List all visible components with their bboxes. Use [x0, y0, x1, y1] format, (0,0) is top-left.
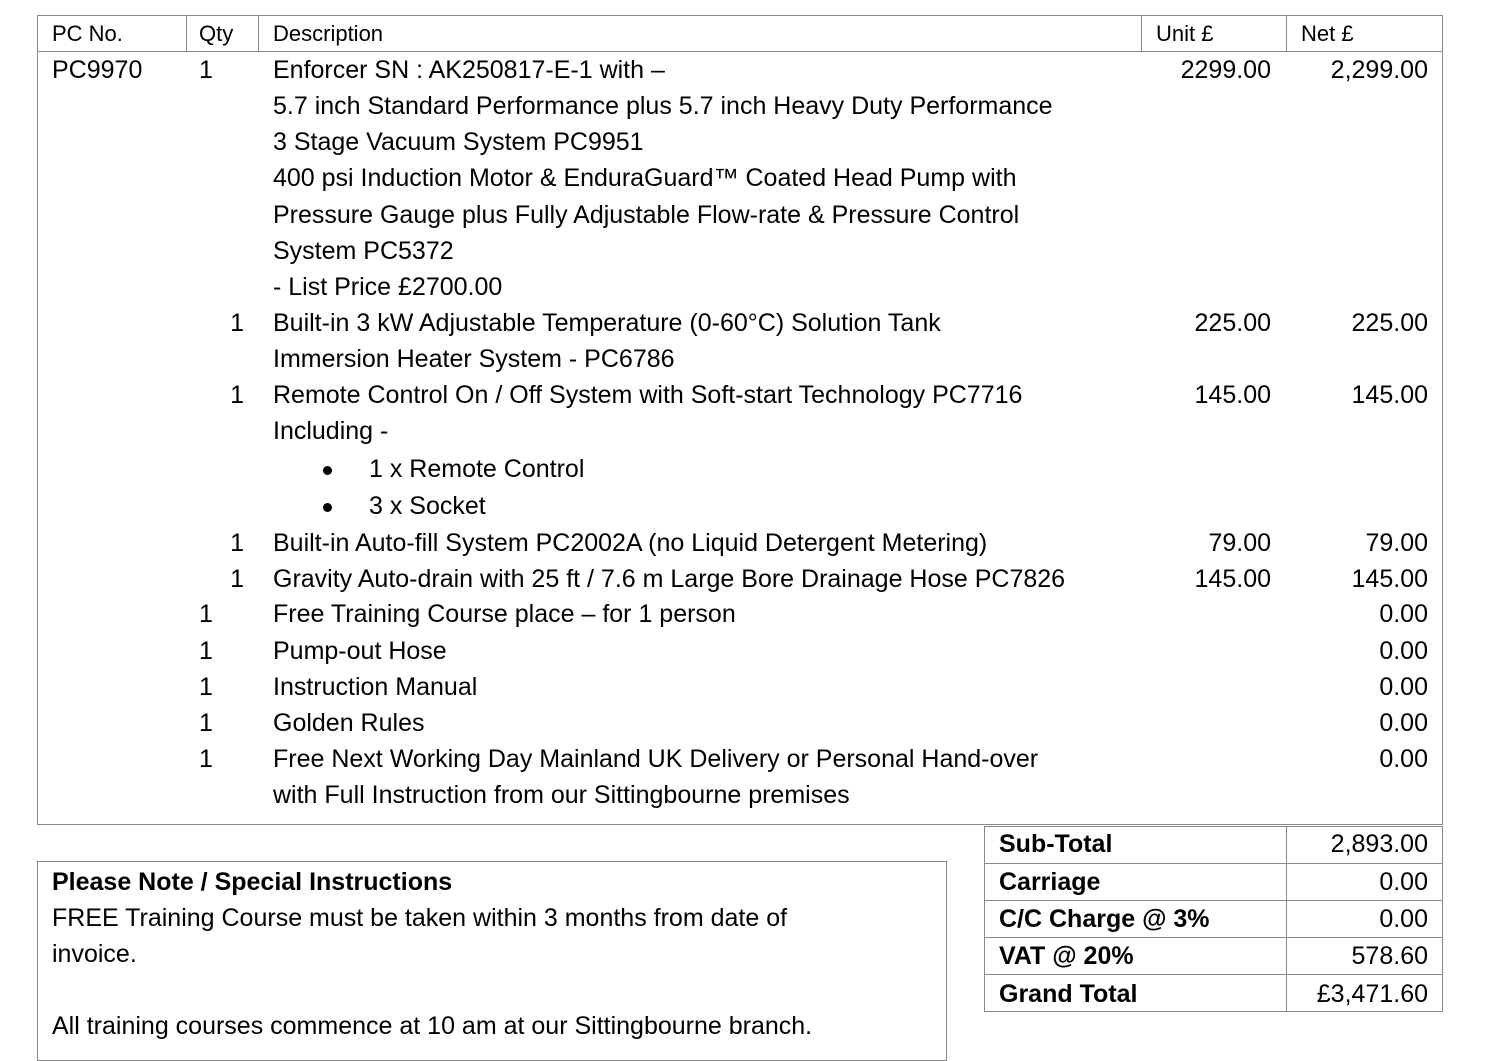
- total-label: Sub-Total: [999, 830, 1113, 858]
- main-item-line: Enforcer SN : AK250817-E-1 with –: [273, 56, 665, 84]
- main-item-qty: 1: [199, 56, 213, 84]
- extra-net: 0.00: [1379, 673, 1428, 701]
- extra-net: 0.00: [1379, 709, 1428, 737]
- option-qty: 1: [230, 565, 244, 593]
- extra-line: Instruction Manual: [273, 673, 478, 701]
- bullet-icon: [323, 503, 332, 512]
- extra-net: 0.00: [1379, 637, 1428, 665]
- main-item-unit: 2299.00: [1180, 56, 1271, 84]
- option-bullet-item: 3 x Socket: [369, 492, 486, 520]
- grand-total-value: £3,471.60: [1316, 980, 1428, 1008]
- extra-net: 0.00: [1379, 600, 1428, 628]
- option-qty: 1: [230, 309, 244, 337]
- option-qty: 1: [230, 381, 244, 409]
- option-line: Built-in 3 kW Adjustable Temperature (0-60°C) Solution Tank: [273, 309, 941, 337]
- main-item-line: 400 psi Induction Motor & EnduraGuard™ Coated Head Pump with: [273, 164, 1017, 192]
- notes-line: All training courses commence at 10 am at our Sittingbourne branch.: [52, 1012, 813, 1040]
- main-item-net: 2,299.00: [1330, 56, 1428, 84]
- main-item-line: - List Price £2700.00: [273, 273, 503, 301]
- totals-divider: [1286, 826, 1287, 1012]
- option-net: 145.00: [1351, 565, 1428, 593]
- main-item-line: 3 Stage Vacuum System PC9951: [273, 128, 644, 156]
- main-item-line: Pressure Gauge plus Fully Adjustable Flow-rate & Pressure Control: [273, 201, 1020, 229]
- col-divider: [186, 15, 187, 52]
- main-item-line: System PC5372: [273, 237, 454, 265]
- extra-line: Pump-out Hose: [273, 637, 447, 665]
- extra-line: Free Next Working Day Mainland UK Delivery or Personal Hand-over: [273, 745, 1039, 773]
- extra-line: with Full Instruction from our Sittingbourne premises: [273, 781, 850, 809]
- option-line: Gravity Auto-drain with 25 ft / 7.6 m Large Bore Drainage Hose PC7826: [273, 565, 1066, 593]
- option-line: Including -: [273, 417, 389, 445]
- extra-qty: 1: [199, 600, 213, 628]
- header-description: Description: [273, 21, 384, 46]
- header-unit: Unit £: [1156, 21, 1214, 46]
- main-item-line: 5.7 inch Standard Performance plus 5.7 inch Heavy Duty Performance: [273, 92, 1053, 120]
- grand-total-label: Grand Total: [999, 980, 1138, 1008]
- total-value: 0.00: [1379, 905, 1428, 933]
- notes-title: Please Note / Special Instructions: [52, 868, 453, 896]
- col-divider: [1141, 15, 1142, 52]
- totals-row-divider: [984, 974, 1443, 975]
- extra-net: 0.00: [1379, 745, 1428, 773]
- option-net: 145.00: [1351, 381, 1428, 409]
- header-qty: Qty: [199, 21, 234, 46]
- option-unit: 79.00: [1208, 529, 1271, 557]
- col-divider: [1286, 15, 1287, 52]
- invoice-table: [37, 15, 1443, 825]
- total-label: VAT @ 20%: [999, 942, 1134, 970]
- extra-line: Free Training Course place – for 1 person: [273, 600, 736, 628]
- option-line: Built-in Auto-fill System PC2002A (no Liquid Detergent Metering): [273, 529, 988, 557]
- bullet-icon: [323, 466, 332, 475]
- extra-qty: 1: [199, 745, 213, 773]
- option-net: 79.00: [1365, 529, 1428, 557]
- option-unit: 145.00: [1194, 381, 1271, 409]
- total-value: 0.00: [1379, 868, 1428, 896]
- option-unit: 225.00: [1194, 309, 1271, 337]
- total-value: 2,893.00: [1330, 830, 1428, 858]
- notes-line: FREE Training Course must be taken within 3 months from date of: [52, 904, 788, 932]
- col-divider: [258, 15, 259, 52]
- option-net: 225.00: [1351, 309, 1428, 337]
- option-unit: 145.00: [1194, 565, 1271, 593]
- extra-qty: 1: [199, 637, 213, 665]
- extra-qty: 1: [199, 709, 213, 737]
- option-qty: 1: [230, 529, 244, 557]
- option-line: Remote Control On / Off System with Soft-start Technology PC7716: [273, 381, 1023, 409]
- main-item-pc-no: PC9970: [52, 56, 143, 84]
- header-pc-no: PC No.: [52, 21, 123, 46]
- total-label: Carriage: [999, 868, 1101, 896]
- option-line: Immersion Heater System - PC6786: [273, 345, 675, 373]
- header-net: Net £: [1301, 21, 1354, 46]
- extra-line: Golden Rules: [273, 709, 425, 737]
- extra-qty: 1: [199, 673, 213, 701]
- total-value: 578.60: [1351, 942, 1428, 970]
- option-bullet-item: 1 x Remote Control: [369, 455, 585, 483]
- total-label: C/C Charge @ 3%: [999, 905, 1210, 933]
- notes-line: invoice.: [52, 940, 137, 968]
